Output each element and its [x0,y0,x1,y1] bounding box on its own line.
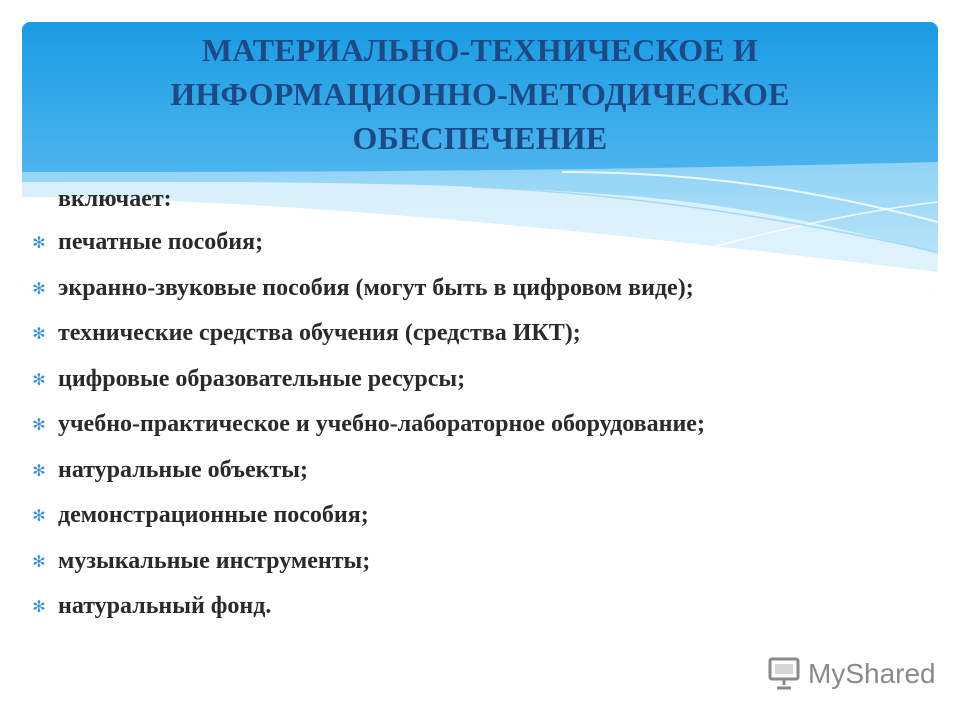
list-item-text: цифровые образовательные ресурсы; [58,365,466,392]
list-item-text: учебно-практическое и учебно-лабораторное оборудование; [58,411,705,437]
list-item [30,357,930,403]
presentation-board-icon [766,656,802,690]
slide-title [22,28,938,160]
list-item-text: экранно-звуковые пособия (могут быть в цифровом виде); [58,274,694,301]
list-item [30,266,930,312]
list-item-text: натуральный фонд. [58,593,272,619]
list-item [30,584,930,630]
asterisk-bullet-icon: ✻ [32,324,46,343]
title-line: МАТЕРИАЛЬНО-ТЕХНИЧЕСКОЕ И [201,32,759,68]
asterisk-bullet-icon: ✻ [32,551,46,571]
list-item [30,539,930,585]
list-item [30,448,930,494]
watermark-logo [766,654,936,694]
title-line: ОБЕСПЕЧЕНИЕ [352,120,608,156]
asterisk-bullet-icon: ✻ [32,369,46,389]
list-item-text: технические средства обучения (средства ИКТ); [58,320,581,346]
list-item [30,493,930,539]
bullet-list [30,220,930,630]
asterisk-bullet-icon: ✻ [32,597,46,616]
asterisk-bullet-icon: ✻ [32,506,46,525]
asterisk-bullet-icon: ✻ [32,460,46,480]
watermark-text: MyShared [808,658,936,689]
asterisk-bullet-icon: ✻ [32,415,46,434]
asterisk-bullet-icon: ✻ [32,233,46,252]
list-item [30,220,930,266]
list-item [30,402,930,448]
list-item-text: демонстрационные пособия; [58,502,369,528]
list-item-text: музыкальные инструменты; [58,547,371,574]
list-item [30,311,930,357]
list-item-text: натуральные объекты; [58,456,309,483]
title-line: ИНФОРМАЦИОННО-МЕТОДИЧЕСКОЕ [170,76,790,112]
intro-text: включает: [58,186,172,212]
list-item-text: печатные пособия; [58,229,264,255]
slide-body [30,178,930,630]
asterisk-bullet-icon: ✻ [32,278,46,298]
